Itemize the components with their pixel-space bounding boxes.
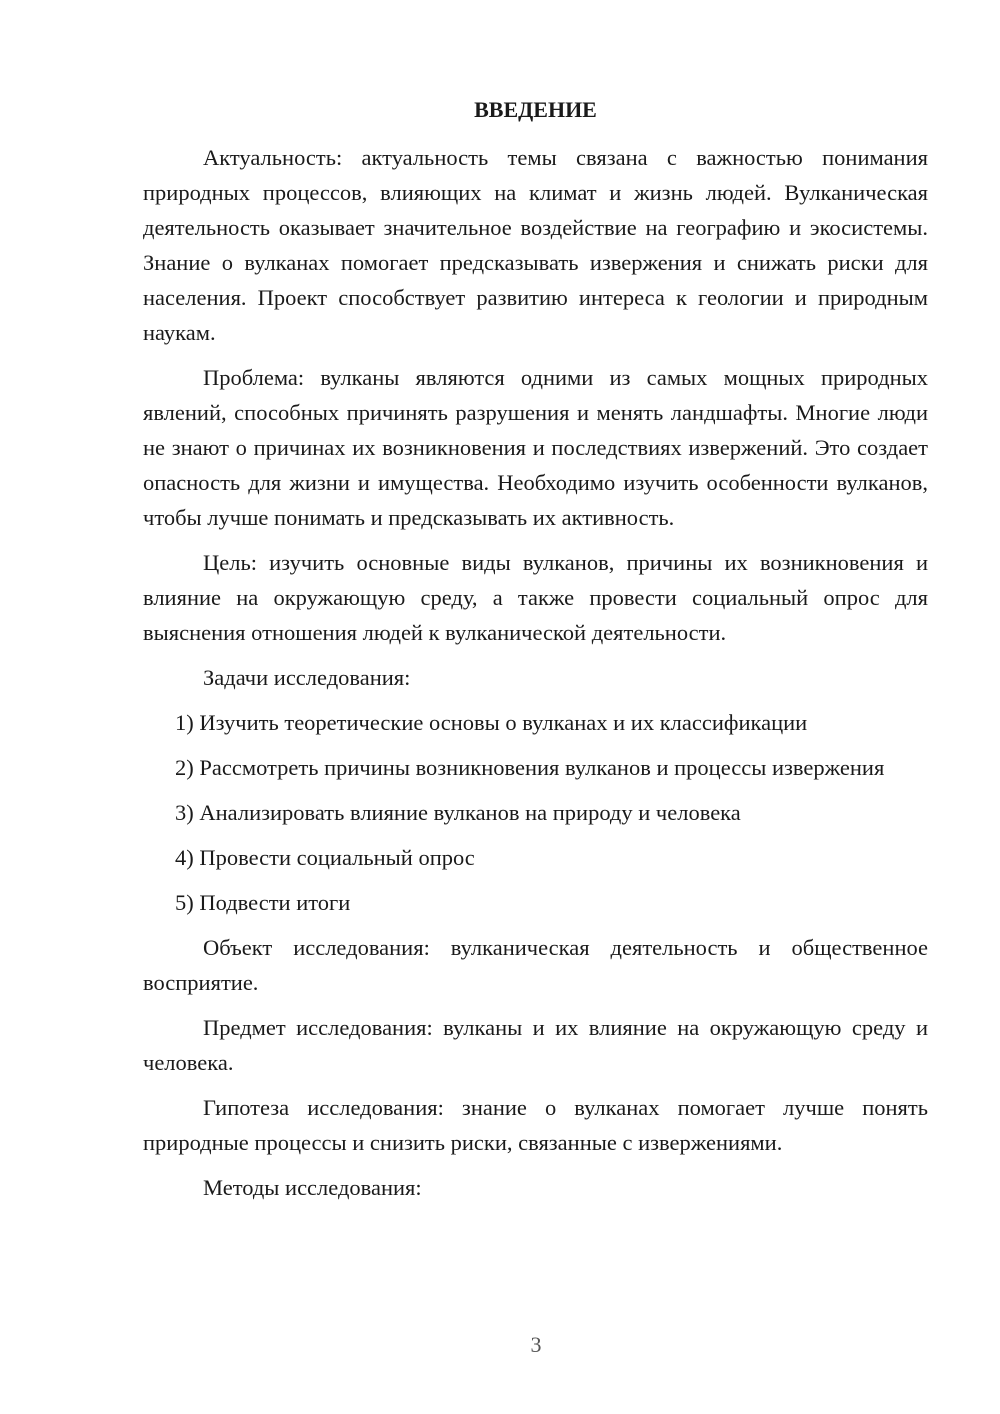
task-item-4: 4) Провести социальный опрос (175, 845, 475, 870)
paragraph-tasks-heading: Задачи исследования: (203, 665, 411, 690)
paragraph-subject: Предмет исследования: вулканы и их влияние на окружающую среду и человека. (143, 1015, 928, 1075)
paragraph-object: Объект исследования: вулканическая деятельность и общественное восприятие. (143, 935, 928, 995)
task-item-3: 3) Анализировать влияние вулканов на природу и человека (175, 800, 741, 825)
task-item-5: 5) Подвести итоги (175, 890, 351, 915)
paragraph-relevance: Актуальность: актуальность темы связана с важностью понимания природных процессов, влияющих на климат и жизнь людей. Вулканическая деятельность оказывает значительное воздействие на географию и экосистемы. Знание о вулканах помогает предсказывать извержения и снижать риски для населения. Проект способствует развитию интереса к геологии и природным наукам. (143, 145, 928, 345)
paragraph-problem: Проблема: вулканы являются одними из самых мощных природных явлений, способных причинять разрушения и менять ландшафты. Многие люди не знают о причинах их возникновения и последствиях извержений. Это создает опасность для жизни и имущества. Необходимо изучить особенности вулканов, чтобы лучше понимать и предсказывать их активность. (143, 365, 928, 530)
task-item-2: 2) Рассмотреть причины возникновения вулканов и процессы извержения (175, 755, 885, 780)
section-title: ВВЕДЕНИЕ (474, 97, 597, 122)
paragraph-hypothesis: Гипотеза исследования: знание о вулканах помогает лучше понять природные процессы и снизить риски, связанные с извержениями. (143, 1095, 928, 1155)
task-item-1: 1) Изучить теоретические основы о вулканах и их классификации (175, 710, 808, 735)
paragraph-methods: Методы исследования: (203, 1175, 422, 1200)
paragraph-goal: Цель: изучить основные виды вулканов, причины их возникновения и влияние на окружающую среду, а также провести социальный опрос для выяснения отношения людей к вулканической деятельности. (143, 550, 928, 645)
document-page (143, 94, 928, 1215)
page-number: 3 (530, 1332, 542, 1357)
